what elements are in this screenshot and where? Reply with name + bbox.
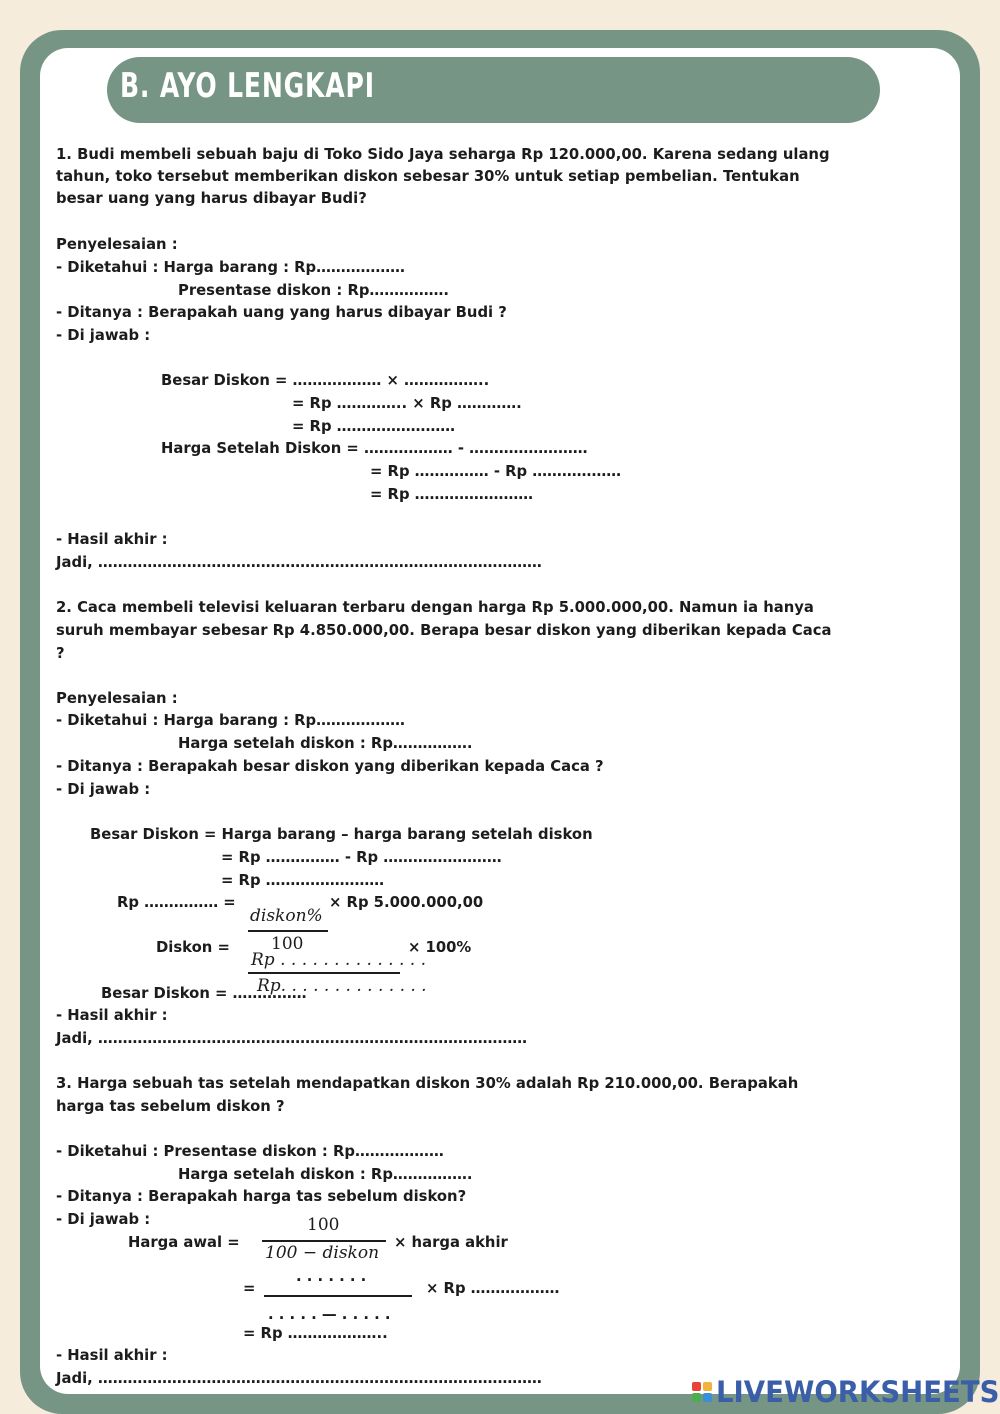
q1-text-line-3: besar uang yang harus dibayar Budi? [56, 190, 367, 207]
q1-jadi-answer[interactable]: Jadi, ……………………………………………………………………………… [56, 554, 542, 571]
q3-fraction-numerator: 100 [307, 1215, 340, 1235]
q2-penyelesaian: Penyelesaian : [56, 690, 178, 707]
q2-text-line-3: ? [56, 645, 65, 662]
q2-calc-line-3[interactable]: = Rp …………………… [221, 872, 385, 889]
q1-calc-line-5[interactable]: = Rp …………… - Rp ……………… [370, 463, 622, 480]
q3-times-harga-akhir: × harga akhir [394, 1234, 508, 1251]
q3-dijawab: - Di jawab : [56, 1211, 151, 1228]
q1-text-line-2: tahun, toko tersebut memberikan diskon sebesar 30% untuk setiap pembelian. Tentukan [56, 168, 800, 185]
liveworksheets-logo-icon [692, 1382, 712, 1402]
q2-fraction-bar [248, 930, 328, 932]
q1-calc-besar-diskon[interactable]: Besar Diskon = ……………… × …………….. [161, 372, 490, 389]
logo-square-blue [703, 1393, 712, 1402]
q1-calc-line-6[interactable]: = Rp …………………… [370, 486, 534, 503]
liveworksheets-logo[interactable] [692, 1375, 1000, 1409]
q3-text-line-1: 3. Harga sebuah tas setelah mendapatkan diskon 30% adalah Rp 210.000,00. Berapakah [56, 1075, 799, 1092]
q3-ditanya: - Ditanya : Berapakah harga tas sebelum diskon? [56, 1188, 467, 1205]
q1-calc-harga-setelah-diskon[interactable]: Harga Setelah Diskon = ……………… - …………………… [161, 440, 588, 457]
q3-diketahui-1[interactable]: - Diketahui : Presentase diskon : Rp……………… [56, 1143, 444, 1160]
q2-hasil-akhir: - Hasil akhir : [56, 1007, 168, 1024]
q2-diskon-fraction-bar [248, 972, 400, 974]
q2-diskon-numerator[interactable]: Rp . . . . . . . . . . . . . . [251, 950, 426, 970]
q2-fraction-denominator: 100 [271, 934, 304, 954]
q3-hasil-akhir: - Hasil akhir : [56, 1347, 168, 1364]
q3-jadi-answer[interactable]: Jadi, ……………………………………………………………………………… [56, 1370, 542, 1387]
section-title: B. AYO LENGKAPI [120, 66, 375, 106]
logo-square-green [692, 1393, 701, 1402]
q3-result[interactable]: = Rp ……………….. [243, 1325, 388, 1342]
q3-fraction-bar [262, 1240, 386, 1242]
q2-jadi-answer[interactable]: Jadi, …………………………………………………………………………… [56, 1030, 528, 1047]
q3-dots-denominator[interactable]: . . . . . — . . . . . [268, 1306, 391, 1323]
logo-square-yellow [703, 1382, 712, 1391]
q2-ditanya: - Ditanya : Berapakah besar diskon yang diberikan kepada Caca ? [56, 758, 604, 775]
q2-fraction-numerator: diskon% [250, 906, 323, 926]
q2-times-price: × Rp 5.000.000,00 [329, 894, 484, 911]
q2-times-100: × 100% [408, 939, 472, 956]
q3-harga-awal-label: Harga awal = [128, 1234, 240, 1251]
q1-text-line-1: 1. Budi membeli sebuah baju di Toko Sido Jaya seharga Rp 120.000,00. Karena sedang ulang [56, 146, 830, 163]
q2-diskon-label: Diskon = [156, 939, 230, 956]
q2-diketahui-2[interactable]: Harga setelah diskon : Rp……………. [178, 735, 473, 752]
q1-ditanya: - Ditanya : Berapakah uang yang harus dibayar Budi ? [56, 304, 507, 321]
q2-text-line-2: suruh membayar sebesar Rp 4.850.000,00. Berapa besar diskon yang diberikan kepada Caca [56, 622, 832, 639]
q1-calc-line-2[interactable]: = Rp ………….. × Rp …………. [292, 395, 522, 412]
q2-diskon-denominator[interactable]: Rp. . . . . . . . . . . . . . [257, 976, 427, 996]
q1-diketahui-1[interactable]: - Diketahui : Harga barang : Rp……………… [56, 259, 405, 276]
q2-calc-line-2[interactable]: = Rp …………… - Rp …………………… [221, 849, 502, 866]
q3-equals: = [243, 1280, 256, 1297]
q1-diketahui-2[interactable]: Presentase diskon : Rp……………. [178, 282, 450, 299]
q2-text-line-1: 2. Caca membeli televisi keluaran terbaru dengan harga Rp 5.000.000,00. Namun ia hanya [56, 599, 814, 616]
q1-calc-line-3[interactable]: = Rp …………………… [292, 418, 456, 435]
q1-penyelesaian: Penyelesaian : [56, 236, 178, 253]
q3-dots-numerator[interactable]: . . . . . . . [296, 1268, 367, 1285]
q1-hasil-akhir: - Hasil akhir : [56, 531, 168, 548]
q2-diketahui-1[interactable]: - Diketahui : Harga barang : Rp……………… [56, 712, 405, 729]
q1-dijawab: - Di jawab : [56, 327, 151, 344]
q3-text-line-2: harga tas sebelum diskon ? [56, 1098, 285, 1115]
q3-fraction-denominator: 100 − diskon [265, 1243, 380, 1263]
q2-rp-left[interactable]: Rp …………… = [117, 894, 236, 911]
q2-besar-diskon[interactable]: Besar Diskon = …………… [101, 985, 307, 1002]
q3-diketahui-2[interactable]: Harga setelah diskon : Rp……………. [178, 1166, 473, 1183]
q3-times-price[interactable]: × Rp ……………… [426, 1280, 560, 1297]
q2-calc-besar-diskon: Besar Diskon = Harga barang – harga barang setelah diskon [90, 826, 593, 843]
logo-square-red [692, 1382, 701, 1391]
liveworksheets-brand: LIVEWORKSHEETS [716, 1375, 1000, 1409]
q2-dijawab: - Di jawab : [56, 781, 151, 798]
q3-dots-fraction-bar [264, 1295, 412, 1297]
